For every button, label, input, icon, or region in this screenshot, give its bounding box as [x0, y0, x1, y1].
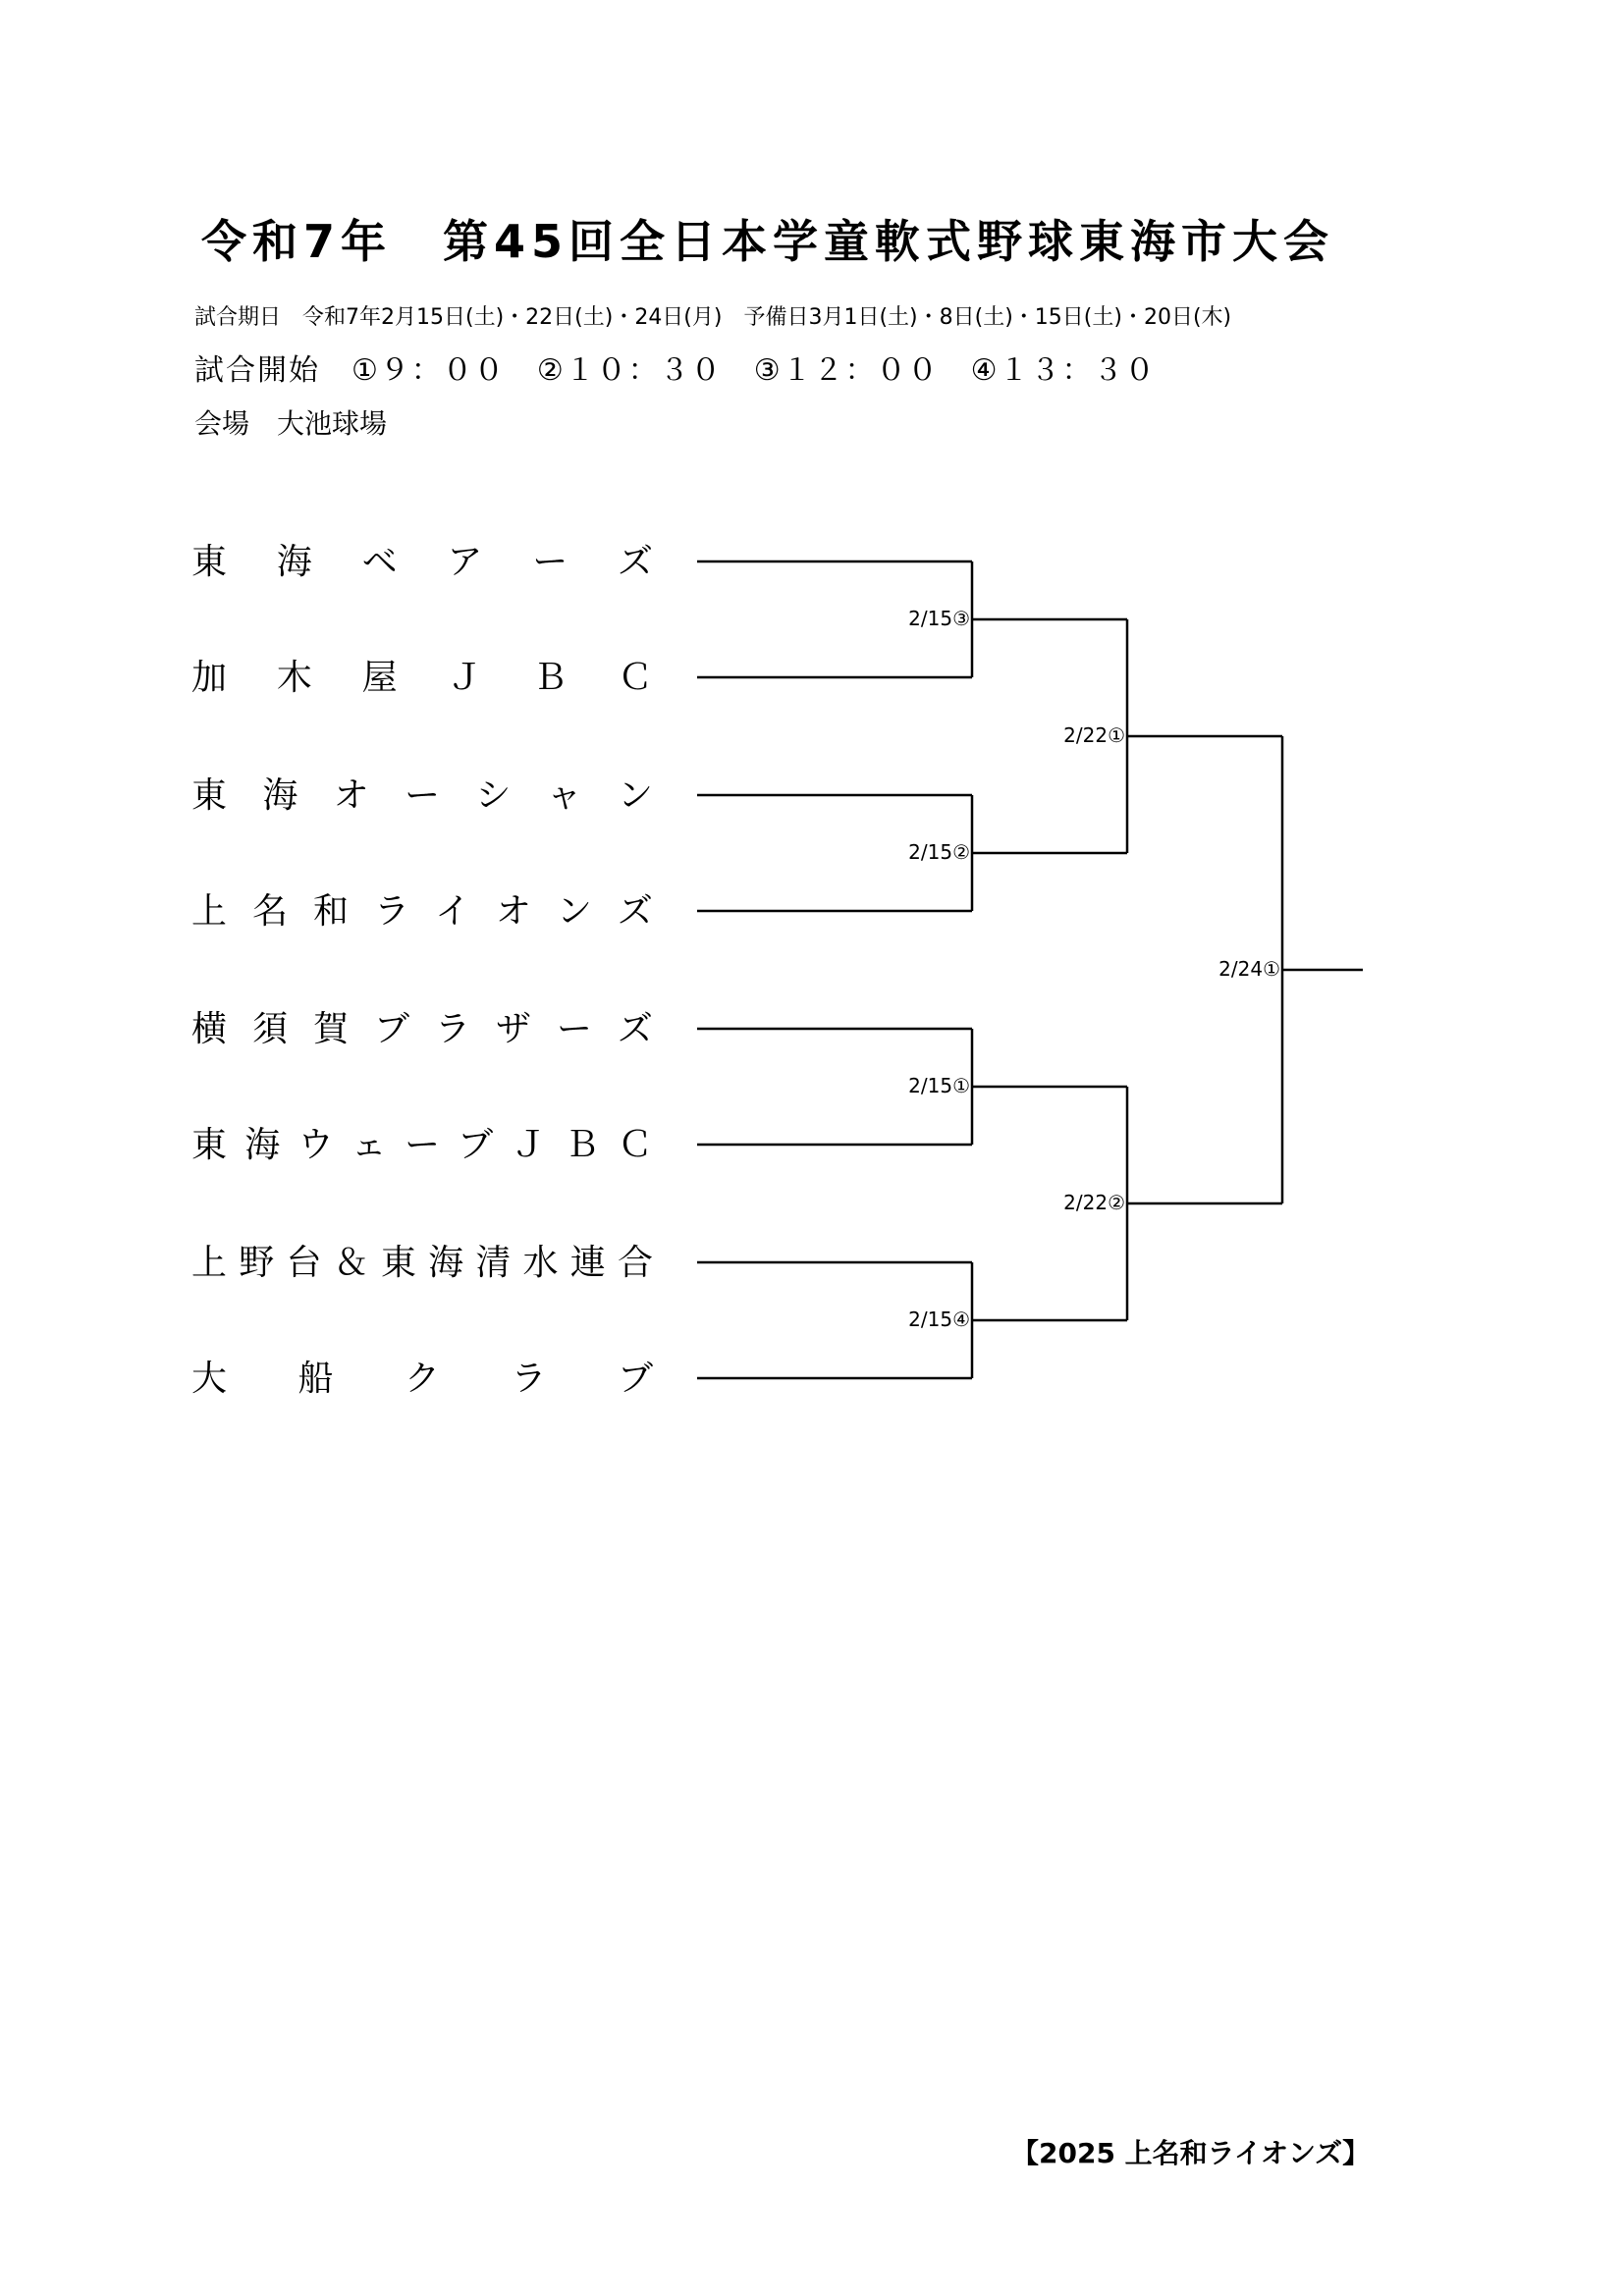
- footer-credit: 【2025 上名和ライオンズ】: [1011, 2137, 1371, 2169]
- r1-match-label: 2/15④: [908, 1308, 970, 1331]
- r2-match-label: 2/22①: [1063, 723, 1125, 747]
- team-name: 上 名 和 ラ イ オ ン ズ: [191, 890, 653, 932]
- team-name: 東 海 ウ ェ ー ブ Ｊ Ｂ Ｃ: [191, 1124, 653, 1165]
- venue: 会場 大池球場: [194, 407, 388, 440]
- r1-match-label: 2/15③: [908, 607, 970, 630]
- r1-match-label: 2/15②: [908, 840, 970, 864]
- team-name: 東 海 ベ ア ー ズ: [191, 541, 653, 582]
- team-name: 加 木 屋 Ｊ Ｂ Ｃ: [191, 657, 653, 698]
- schedule-dates: 試合期日 令和7年2月15日(土)・22日(土)・24日(月) 予備日3月1日(土)・8日(土)・15日(土)・20日(木): [194, 305, 1232, 330]
- final-match-label: 2/24①: [1218, 957, 1280, 981]
- team-name: 上 野 台 ＆ 東 海 清 水 連 合: [191, 1242, 653, 1283]
- r2-match-label: 2/22②: [1063, 1191, 1125, 1214]
- team-name: 横 須 賀 ブ ラ ザ ー ズ: [191, 1008, 653, 1049]
- start-times: 試合開始 ①９：００ ②１０：３０ ③１２：００ ④１３：３０: [194, 353, 1157, 388]
- team-name: 大 船 ク ラ ブ: [191, 1358, 653, 1399]
- r1-match-label: 2/15①: [908, 1074, 970, 1097]
- team-name: 東 海 オ ー シ ャ ン: [191, 774, 653, 816]
- page-title: 令和7年 第45回全日本学童軟式野球東海市大会: [201, 215, 1335, 268]
